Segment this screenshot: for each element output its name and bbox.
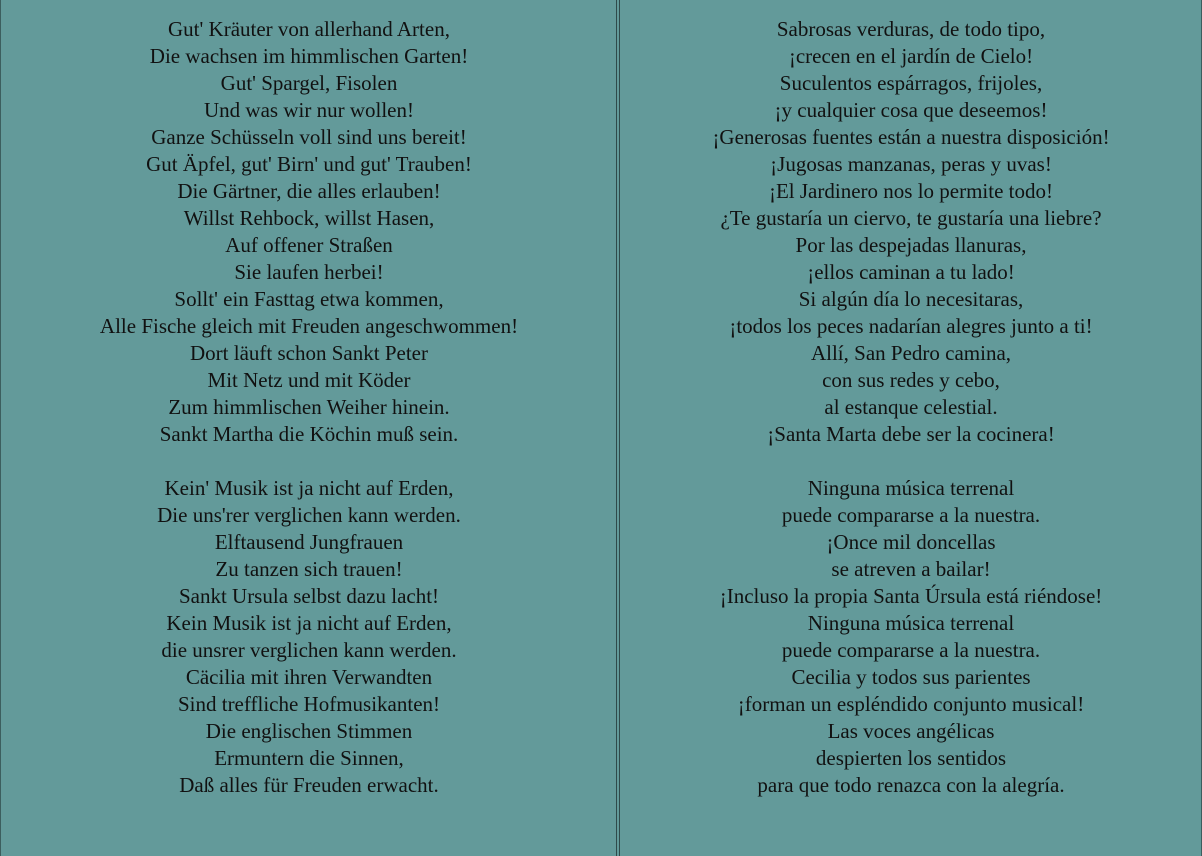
verse-line: Por las despejadas llanuras, (795, 233, 1027, 257)
verse-line: Ninguna música terrenal (807, 611, 1015, 635)
verse-line: Ganze Schüsseln voll sind uns bereit! (151, 125, 467, 149)
verse-line: ¡El Jardinero nos lo permite todo! (768, 179, 1053, 203)
verse-line: puede compararse a la nuestra. (781, 638, 1041, 662)
verse-line: Suculentos espárragos, frijoles, (779, 71, 1043, 95)
verse-line: Auf offener Straßen (225, 233, 393, 257)
verse-line: ¡crecen en el jardín de Cielo! (788, 44, 1034, 68)
verse-line: Alle Fische gleich mit Freuden angeschwommen! (99, 314, 519, 338)
verse-line: Ermuntern die Sinnen, (214, 746, 404, 770)
verse-line: ¡Jugosas manzanas, peras y uvas! (770, 152, 1052, 176)
verse-line: Daß alles für Freuden erwacht. (179, 773, 439, 797)
verse-line: Cäcilia mit ihren Verwandten (185, 665, 433, 689)
verse-line: Sabrosas verduras, de todo tipo, (776, 17, 1046, 41)
verse-line: Ninguna música terrenal (807, 476, 1015, 500)
verse-line: Die uns'rer verglichen kann werden. (157, 503, 461, 527)
verse-line: Zum himmlischen Weiher hinein. (168, 395, 450, 419)
verse-line: Sind treffliche Hofmusikanten! (177, 692, 441, 716)
verse-line: Und was wir nur wollen! (204, 98, 414, 122)
verse-line: Gut' Kräuter von allerhand Arten, (168, 17, 450, 41)
verse-line: Elftausend Jungfrauen (214, 530, 404, 554)
verse-line: para que todo renazca con la alegría. (757, 773, 1065, 797)
verse-line: ¿Te gustaría un ciervo, te gustaría una liebre? (720, 206, 1102, 230)
verse-line: ¡todos los peces nadarían alegres junto a ti! (729, 314, 1093, 338)
spanish-text-column (620, 16, 1202, 826)
verse-line: Kein' Musik ist ja nicht auf Erden, (164, 476, 454, 500)
verse-line: Kein Musik ist ja nicht auf Erden, (166, 611, 452, 635)
verse-line: Sankt Martha die Köchin muß sein. (159, 422, 459, 446)
verse-line: despierten los sentidos (815, 746, 1007, 770)
verse-line: Si algún día lo necesitaras, (798, 287, 1024, 311)
verse-line: Sie laufen herbei! (234, 260, 384, 284)
verse-line: ¡y cualquier cosa que deseemos! (774, 98, 1048, 122)
column-divider (616, 0, 617, 856)
verse-line: ¡Once mil doncellas (826, 530, 996, 554)
spanish-stanza-1 (620, 16, 1202, 448)
verse-line: Allí, San Pedro camina, (810, 341, 1012, 365)
verse-line: Die wachsen im himmlischen Garten! (149, 44, 469, 68)
verse-line: ¡forman un espléndido conjunto musical! (737, 692, 1085, 716)
verse-line: se atreven a bailar! (831, 557, 991, 581)
german-stanza-2 (1, 475, 617, 799)
verse-line: puede compararse a la nuestra. (781, 503, 1041, 527)
verse-line: al estanque celestial. (824, 395, 998, 419)
verse-line: con sus redes y cebo, (822, 368, 1000, 392)
verse-line: ¡ellos caminan a tu lado! (807, 260, 1015, 284)
verse-line: Gut' Spargel, Fisolen (220, 71, 398, 95)
verse-line: Sankt Ursula selbst dazu lacht! (178, 584, 440, 608)
verse-line: Las voces angélicas (827, 719, 995, 743)
verse-line: Cecilia y todos sus parientes (791, 665, 1031, 689)
german-stanza-1 (1, 16, 617, 448)
verse-line: Dort läuft schon Sankt Peter (190, 341, 428, 365)
spanish-stanza-2 (620, 475, 1202, 799)
verse-line: ¡Santa Marta debe ser la cocinera! (767, 422, 1055, 446)
verse-line: ¡Incluso la propia Santa Úrsula está riéndose! (719, 584, 1103, 608)
verse-line: Mit Netz und mit Köder (207, 368, 411, 392)
verse-line: ¡Generosas fuentes están a nuestra disposición! (712, 125, 1110, 149)
verse-line: die unsrer verglichen kann werden. (161, 638, 457, 662)
verse-line: Die englischen Stimmen (205, 719, 413, 743)
verse-line: Zu tanzen sich trauen! (215, 557, 403, 581)
verse-line: Gut Äpfel, gut' Birn' und gut' Trauben! (146, 152, 472, 176)
verse-line: Sollt' ein Fasttag etwa kommen, (174, 287, 444, 311)
verse-line: Willst Rehbock, willst Hasen, (183, 206, 435, 230)
verse-line: Die Gärtner, die alles erlauben! (177, 179, 441, 203)
german-text-column (1, 16, 617, 826)
